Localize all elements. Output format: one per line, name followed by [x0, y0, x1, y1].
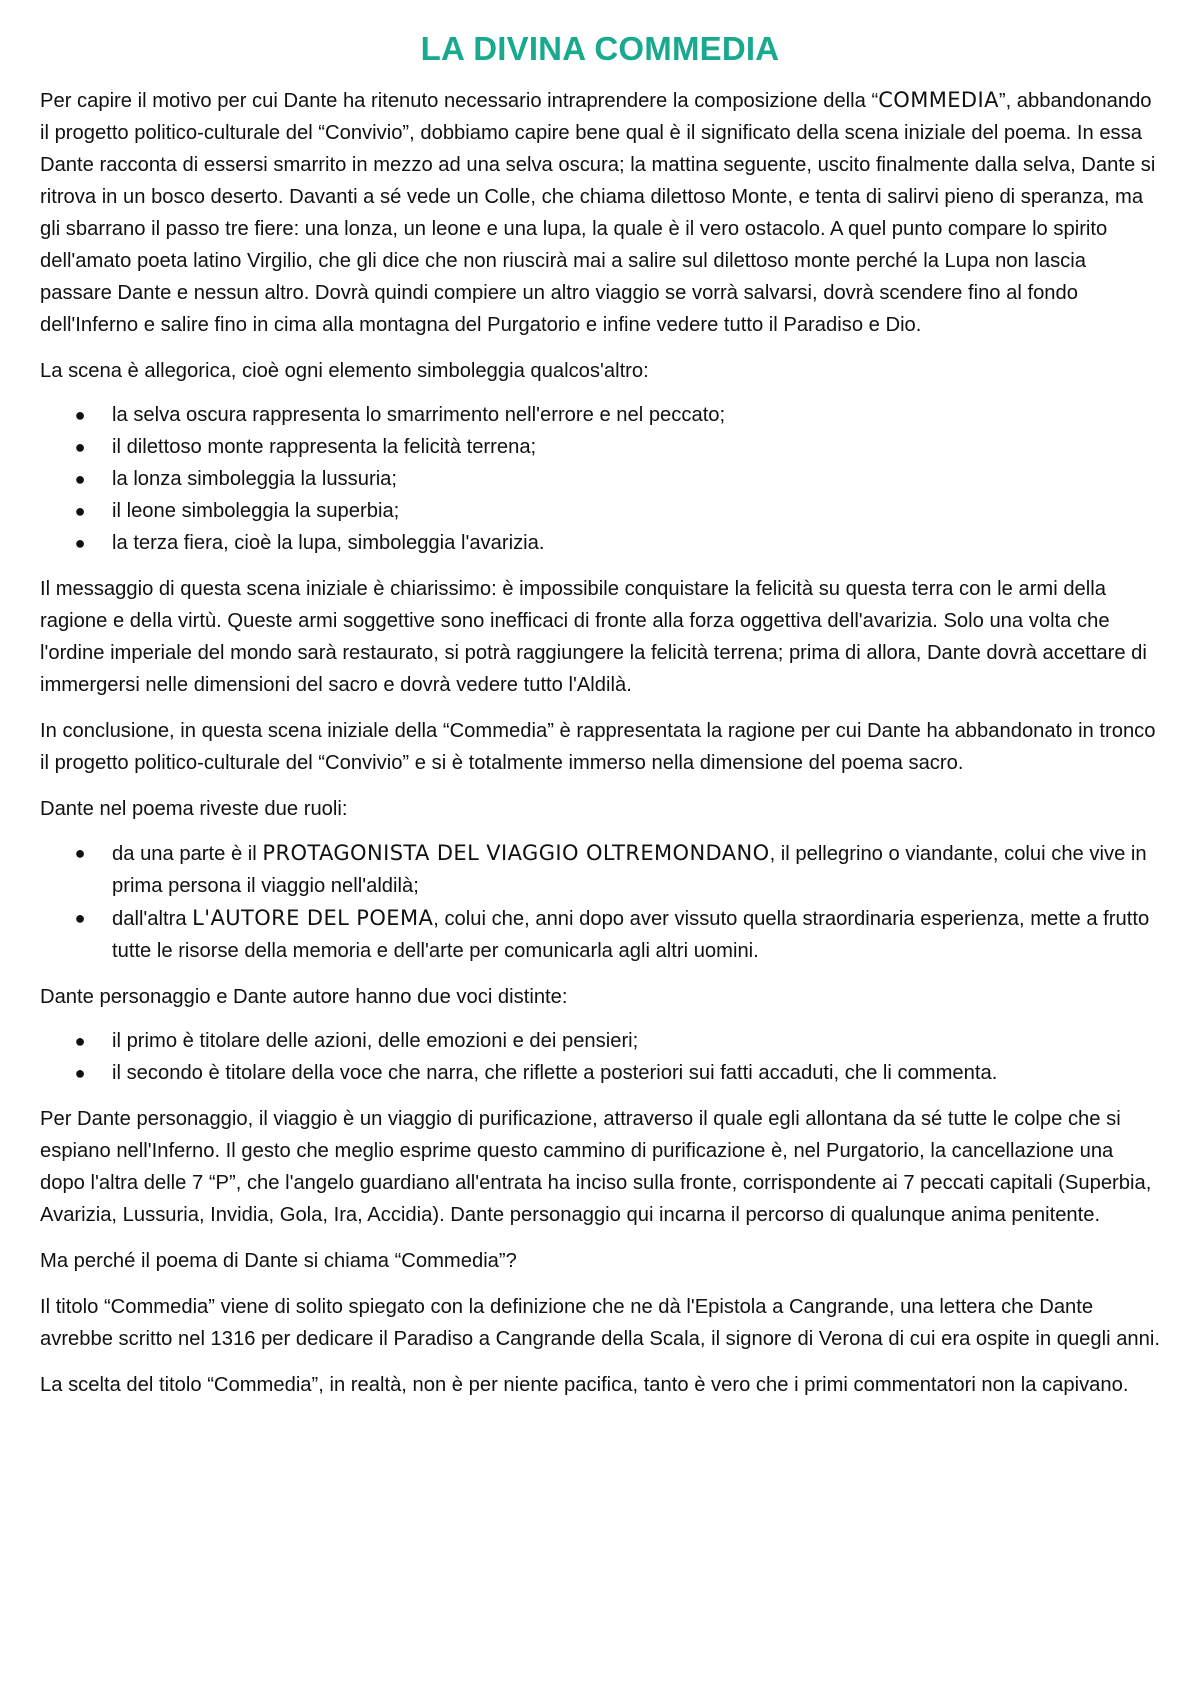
allegory-list	[40, 399, 1160, 559]
paragraph-intro-text-a: Per capire il motivo per cui Dante ha ritenuto necessario intraprendere la composizione della “	[40, 90, 879, 112]
voices-list	[40, 1025, 1160, 1089]
list-item: ● il dilettoso monte rappresenta la felicità terrena;	[40, 431, 1160, 463]
list-item: ● dall'altra L'AUTORE DEL POEMA, colui che, anni dopo aver vissuto quella straordinaria esperienza, mette a frutto tutte le risorse della memoria e dell'arte per comunicarla agli altri uomini.	[40, 902, 1160, 967]
list-item: ● il leone simboleggia la superbia;	[40, 495, 1160, 527]
paragraph-intro-text-b: ”, abbandonando il progetto politico-culturale del “Convivio”, dobbiamo capire bene qual è il significato della scena iniziale del poema. In essa Dante racconta di essersi smarrito in mezzo ad una selva oscura; la mattina seguente, uscito finalmente dalla selva, Dante si ritrova in un bosco deserto. Davanti a sé vede un Colle, che chiama dilettoso Monte, e tenta di salirvi pieno di speranza, ma gli sbarrano il passo tre fiere: una lonza, un leone e una lupa, la quale è il vero ostacolo. A quel punto compare lo spirito dell'amato poeta latino Virgilio, che gli dice che non riuscirà mai a salire sul dilettoso monte perché la Lupa non lascia passare Dante e nessun altro. Dovrà quindi compiere un altro viaggio se vorrà salvarsi, dovrà scendere fino al fondo dell'Inferno e salire fino in cima alla montagna del Purgatorio e infine vedere tutto il Paradiso e Dio.	[40, 90, 1156, 336]
roles-list	[40, 837, 1160, 967]
paragraph-allegory: La scena è allegorica, cioè ogni elemento simboleggia qualcos'altro:	[40, 360, 649, 382]
list-item: ● il primo è titolare delle azioni, delle emozioni e dei pensieri;	[40, 1025, 1160, 1057]
paragraph-title-origin: Il titolo “Commedia” viene di solito spiegato con la definizione che ne dà l'Epistola a Cangrande, una lettera che Dante avrebbe scritto nel 1316 per dedicare il Paradiso a Cangrande della Scala, il signore di Verona di cui era ospite in quegli anni.	[40, 1296, 1160, 1350]
bullet-icon: ●	[74, 405, 86, 425]
paragraph-question: Ma perché il poema di Dante si chiama “Commedia”?	[40, 1250, 517, 1272]
list-item: ● il secondo è titolare della voce che narra, che riflette a posteriori sui fatti accaduti, che li commenta.	[40, 1057, 1160, 1089]
bullet-icon: ●	[74, 437, 86, 457]
author-emphasis: L'AUTORE DEL POEMA	[192, 906, 434, 930]
bullet-icon: ●	[74, 501, 86, 521]
paragraph-voices: Dante personaggio e Dante autore hanno due voci distinte:	[40, 986, 568, 1008]
list-item: ● la lonza simboleggia la lussuria;	[40, 463, 1160, 495]
paragraph-conclusion: In conclusione, in questa scena iniziale della “Commedia” è rappresentata la ragione per cui Dante ha abbandonato in tronco il progetto politico-culturale del “Convivio” e si è totalmente immerso nella dimensione del poema sacro.	[40, 720, 1156, 774]
paragraph-intro	[40, 84, 1160, 341]
paragraph-message: Il messaggio di questa scena iniziale è chiarissimo: è impossibile conquistare la felicità su questa terra con le armi della ragione e della virtù. Queste armi soggettive sono inefficaci di fronte alla forza oggettiva dell'avarizia. Solo una volta che l'ordine imperiale del mondo sarà restaurato, si potrà raggiungere la felicità terrena; prima di allora, Dante dovrà accettare di immergersi nelle dimensioni del sacro e dovrà vedere tutto l'Aldilà.	[40, 578, 1147, 696]
bullet-icon: ●	[74, 469, 86, 489]
bullet-icon: ●	[74, 533, 86, 553]
list-item: ● la selva oscura rappresenta lo smarrimento nell'errore e nel peccato;	[40, 399, 1160, 431]
paragraph-roles: Dante nel poema riveste due ruoli:	[40, 798, 348, 820]
paragraph-title-choice: La scelta del titolo “Commedia”, in realtà, non è per niente pacifica, tanto è vero che i primi commentatori non la capivano.	[40, 1374, 1129, 1396]
list-item: ● la terza fiera, cioè la lupa, simboleggia l'avarizia.	[40, 527, 1160, 559]
bullet-icon: ●	[74, 843, 86, 863]
protagonist-emphasis: PROTAGONISTA DEL VIAGGIO OLTREMONDANO	[262, 841, 770, 865]
bullet-icon: ●	[74, 1031, 86, 1051]
list-item: ● da una parte è il PROTAGONISTA DEL VIAGGIO OLTREMONDANO, il pellegrino o viandante, colui che vive in prima persona il viaggio nell'aldilà;	[40, 837, 1160, 902]
page-title: LA DIVINA COMMEDIA	[420, 30, 780, 67]
bullet-icon: ●	[74, 908, 86, 928]
bullet-icon: ●	[74, 1063, 86, 1083]
commedia-emphasis: COMMEDIA	[878, 88, 999, 112]
paragraph-purification: Per Dante personaggio, il viaggio è un viaggio di purificazione, attraverso il quale egli allontana da sé tutte le colpe che si espiano nell'Inferno. Il gesto che meglio esprime questo cammino di purificazione è, nel Purgatorio, la cancellazione una dopo l'altra delle 7 “P”, che l'angelo guardiano all'entrata ha inciso sulla fronte, corrispondente ai 7 peccati capitali (Superbia, Avarizia, Lussuria, Invidia, Gola, Ira, Accidia). Dante personaggio qui incarna il percorso di qualunque anima penitente.	[40, 1108, 1152, 1226]
